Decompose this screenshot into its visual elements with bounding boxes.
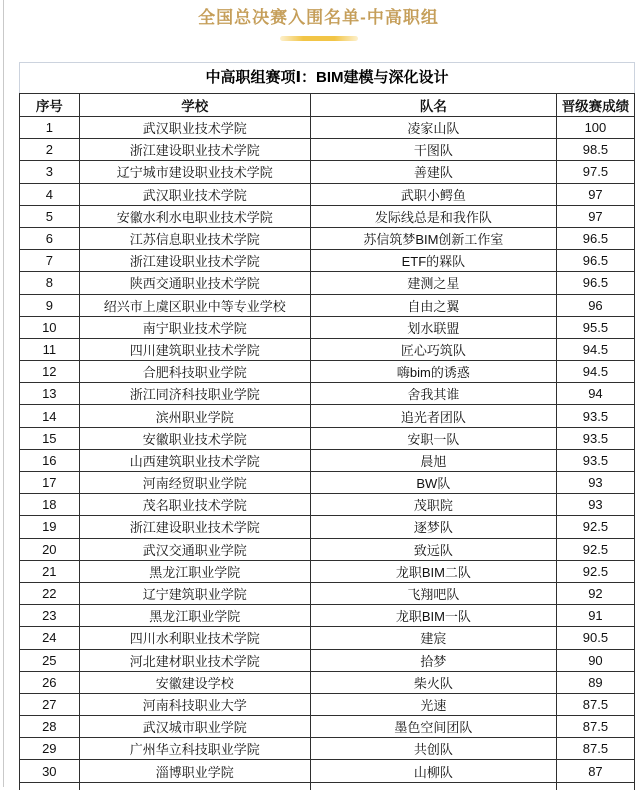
table-row [20,383,635,405]
cell-score: 97.5 [556,161,634,183]
title-section [0,0,637,41]
table-row [20,494,635,516]
table-row [20,139,635,161]
cell-team: 墨色空间团队 [310,716,556,738]
cell-school: 河南科技职业大学 [79,693,310,715]
cell-score: 96.5 [556,272,634,294]
cell-index: 9 [20,294,80,316]
cell-team: 武职小鳄鱼 [310,183,556,205]
cell-index: 7 [20,250,80,272]
cell-index: 26 [20,671,80,693]
cell-team: 光速 [310,693,556,715]
cell-team: 共创队 [310,738,556,760]
cell-score: 89 [556,671,634,693]
cell-score: 87 [556,760,634,782]
cell-score: 97 [556,183,634,205]
table-row [20,760,635,782]
cell-team: 柴火队 [310,671,556,693]
cell-team: 山柳队 [310,760,556,782]
results-section [19,62,635,790]
cell-team: ETF的槑队 [310,250,556,272]
table-row [20,205,635,227]
cell-index: 3 [20,161,80,183]
results-table [19,93,635,790]
cell-index: 19 [20,516,80,538]
cell-team: 匠心巧筑队 [310,338,556,360]
cell-team: 自由之翼 [310,294,556,316]
cell-score: 87.5 [556,716,634,738]
cell-index: 17 [20,472,80,494]
table-row [20,361,635,383]
table-row [20,316,635,338]
cell-score: 97 [556,205,634,227]
cell-school: 河南经贸职业学院 [79,472,310,494]
cell-score: 96.5 [556,250,634,272]
cell-team: 晨旭 [310,449,556,471]
cell-school: 武汉职业技术学院 [79,117,310,139]
cell-index: 24 [20,627,80,649]
cell-score: 96 [556,294,634,316]
title-underline-decoration [280,36,358,41]
cell-school: 四川水利职业技术学院 [79,627,310,649]
cell-team: 拾梦 [310,649,556,671]
cell-school: 辽宁城市建设职业技术学院 [79,161,310,183]
cell-index: 22 [20,582,80,604]
cell-index: 21 [20,560,80,582]
cell-score: 93.5 [556,427,634,449]
cell-score: 90.5 [556,627,634,649]
cell-team: 建宸 [310,627,556,649]
page-title: 全国总决赛入围名单-中高职组 [198,8,439,27]
cell-team: 龙职BIM二队 [310,560,556,582]
cell-team: BW队 [310,472,556,494]
cell-school: 浙江同济科技职业学院 [79,383,310,405]
cell-index: 10 [20,316,80,338]
cell-team: 舍我其谁 [310,383,556,405]
table-row [20,183,635,205]
cell-index: 28 [20,716,80,738]
cell-score: 91 [556,605,634,627]
cell-empty [20,782,80,790]
cell-index: 27 [20,693,80,715]
cell-school: 陕西交通职业技术学院 [79,272,310,294]
cell-score: 95.5 [556,316,634,338]
cell-index: 11 [20,338,80,360]
table-row [20,716,635,738]
cell-score: 92 [556,582,634,604]
cell-index: 6 [20,227,80,249]
cell-index: 23 [20,605,80,627]
table-row [20,427,635,449]
cell-school: 安徽水利水电职业技术学院 [79,205,310,227]
cell-index: 29 [20,738,80,760]
cell-empty [79,782,310,790]
table-row [20,449,635,471]
cell-team: 建测之星 [310,272,556,294]
cell-index: 20 [20,538,80,560]
table-row [20,649,635,671]
table-row [20,693,635,715]
cell-score: 93.5 [556,449,634,471]
cell-school: 淄博职业学院 [79,760,310,782]
cell-score: 87.5 [556,738,634,760]
table-row [20,227,635,249]
cell-school: 安徽职业技术学院 [79,427,310,449]
cell-school: 山西建筑职业技术学院 [79,449,310,471]
cell-school: 江苏信息职业技术学院 [79,227,310,249]
cell-index: 14 [20,405,80,427]
cell-score: 94.5 [556,361,634,383]
cell-team: 逐梦队 [310,516,556,538]
table-row [20,627,635,649]
table-row [20,272,635,294]
cell-score: 94 [556,383,634,405]
cell-index: 30 [20,760,80,782]
cell-team: 飞翔吧队 [310,582,556,604]
cell-score: 92.5 [556,538,634,560]
cell-score: 92.5 [556,560,634,582]
cell-score: 93.5 [556,405,634,427]
table-row [20,738,635,760]
table-row [20,605,635,627]
cell-school: 茂名职业技术学院 [79,494,310,516]
cell-school: 武汉职业技术学院 [79,183,310,205]
cell-index: 5 [20,205,80,227]
cell-team: 安职一队 [310,427,556,449]
cell-score: 93 [556,494,634,516]
cell-school: 辽宁建筑职业学院 [79,582,310,604]
cell-school: 黑龙江职业学院 [79,560,310,582]
cell-team: 龙职BIM一队 [310,605,556,627]
table-row-partial [20,782,635,790]
column-header-index: 序号 [20,94,80,117]
cell-team: 苏信筑梦BIM创新工作室 [310,227,556,249]
column-header-team: 队名 [310,94,556,117]
table-row [20,582,635,604]
cell-score: 87.5 [556,693,634,715]
cell-index: 15 [20,427,80,449]
cell-school: 滨州职业学院 [79,405,310,427]
cell-school: 绍兴市上虞区职业中等专业学校 [79,294,310,316]
cell-empty [310,782,556,790]
cell-team: 凌家山队 [310,117,556,139]
table-row [20,250,635,272]
cell-school: 四川建筑职业技术学院 [79,338,310,360]
cell-team: 划水联盟 [310,316,556,338]
table-row [20,117,635,139]
table-row [20,560,635,582]
cell-school: 武汉交通职业学院 [79,538,310,560]
table-row [20,405,635,427]
cell-school: 安徽建设学校 [79,671,310,693]
cell-school: 南宁职业技术学院 [79,316,310,338]
cell-index: 25 [20,649,80,671]
column-header-score: 晋级赛成绩 [556,94,634,117]
cell-index: 2 [20,139,80,161]
cell-index: 4 [20,183,80,205]
table-row [20,472,635,494]
cell-score: 94.5 [556,338,634,360]
cell-index: 1 [20,117,80,139]
cell-school: 武汉城市职业学院 [79,716,310,738]
cell-index: 12 [20,361,80,383]
table-header-row [20,94,635,117]
table-row [20,294,635,316]
cell-school: 浙江建设职业技术学院 [79,139,310,161]
table-row [20,338,635,360]
cell-team: 干图队 [310,139,556,161]
column-header-school: 学校 [79,94,310,117]
table-section-title: 中高职组赛项Ⅰ：BIM建模与深化设计 [19,62,635,93]
cell-team: 茂职院 [310,494,556,516]
cell-index: 16 [20,449,80,471]
cell-team: 致远队 [310,538,556,560]
table-row [20,671,635,693]
cell-school: 河北建材职业技术学院 [79,649,310,671]
cell-school: 黑龙江职业学院 [79,605,310,627]
page-left-border-line [3,0,4,787]
cell-school: 浙江建设职业技术学院 [79,250,310,272]
cell-score: 98.5 [556,139,634,161]
cell-score: 92.5 [556,516,634,538]
cell-score: 100 [556,117,634,139]
cell-index: 18 [20,494,80,516]
cell-empty [556,782,634,790]
cell-school: 合肥科技职业学院 [79,361,310,383]
cell-team: 嗨bim的诱惑 [310,361,556,383]
cell-score: 93 [556,472,634,494]
table-row [20,538,635,560]
cell-index: 8 [20,272,80,294]
cell-index: 13 [20,383,80,405]
cell-school: 广州华立科技职业学院 [79,738,310,760]
cell-score: 96.5 [556,227,634,249]
cell-team: 发际线总是和我作队 [310,205,556,227]
table-row [20,161,635,183]
cell-score: 90 [556,649,634,671]
cell-team: 追光者团队 [310,405,556,427]
cell-school: 浙江建设职业技术学院 [79,516,310,538]
cell-team: 善建队 [310,161,556,183]
table-row [20,516,635,538]
